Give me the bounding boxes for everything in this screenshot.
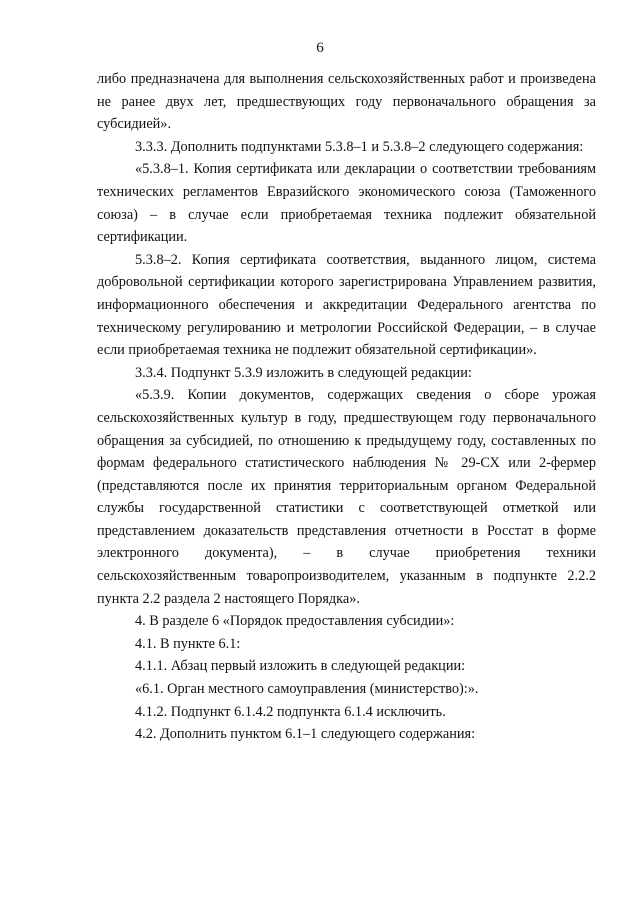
paragraph-4-1-1: 4.1.1. Абзац первый изложить в следующей редакции:	[135, 658, 466, 675]
paragraph-4-1-2: 4.1.2. Подпункт 6.1.4.2 подпункта 6.1.4 исключить.	[135, 703, 446, 720]
paragraph-5-3-8-1: «5.3.8–1. Копия сертификата или декларации о соответствии требованиям технических регламентов Евразийского экономического союза (Таможенного союза) – в случае если приобретаемая техника подлежит обязательной сертификации.	[97, 161, 596, 246]
paragraph-5-3-8-2: 5.3.8–2. Копия сертификата соответствия, выданного лицом, система добровольной сертификации которого зарегистрирована Управлением развития, информационного обеспечения и аккредитации Федерального агентства по техническому регулированию и метрологии Российской Федерации, – в случае если приобретаемая техника не подлежит обязательной сертификации».	[97, 251, 596, 359]
paragraph-4-2: 4.2. Дополнить пунктом 6.1–1 следующего содержания:	[135, 726, 476, 743]
paragraph-4-1: 4.1. В пункте 6.1:	[135, 635, 241, 652]
paragraph-6-1: «6.1. Орган местного самоуправления (министерство):».	[135, 681, 479, 698]
paragraph-3-3-4: 3.3.4. Подпункт 5.3.9 изложить в следующей редакции:	[135, 364, 472, 381]
paragraph-5-3-9: «5.3.9. Копии документов, содержащих сведения о сборе урожая сельскохозяйственных культур в году, предшествующем году первоначального обращения за субсидией, по отношению к предыдущему году, составленных по формам федерального статистического наблюдения № 29-СХ или 2-фермер (представляются после их принятия территориальным органом Федеральной службы государственной статистики с соответствующей отметкой или представлением доказательств представления отчетности в Росстат в форме электронного документа), – в случае приобретения техники сельскохозяйственным товаропроизводителем, указанным в подпункте 2.2.2 пункта 2.2 раздела 2 настоящего Порядка».	[97, 387, 596, 607]
page-number: 6	[316, 40, 324, 56]
paragraph-3-3-3: 3.3.3. Дополнить подпунктами 5.3.8–1 и 5.3.8–2 следующего содержания:	[135, 138, 584, 155]
paragraph-continuation: либо предназначена для выполнения сельскохозяйственных работ и произведена не ранее двух лет, предшествующих году первоначального обращения за субсидией».	[97, 71, 596, 133]
document-body	[97, 68, 596, 746]
paragraph-4: 4. В разделе 6 «Порядок предоставления субсидии»:	[135, 613, 455, 630]
